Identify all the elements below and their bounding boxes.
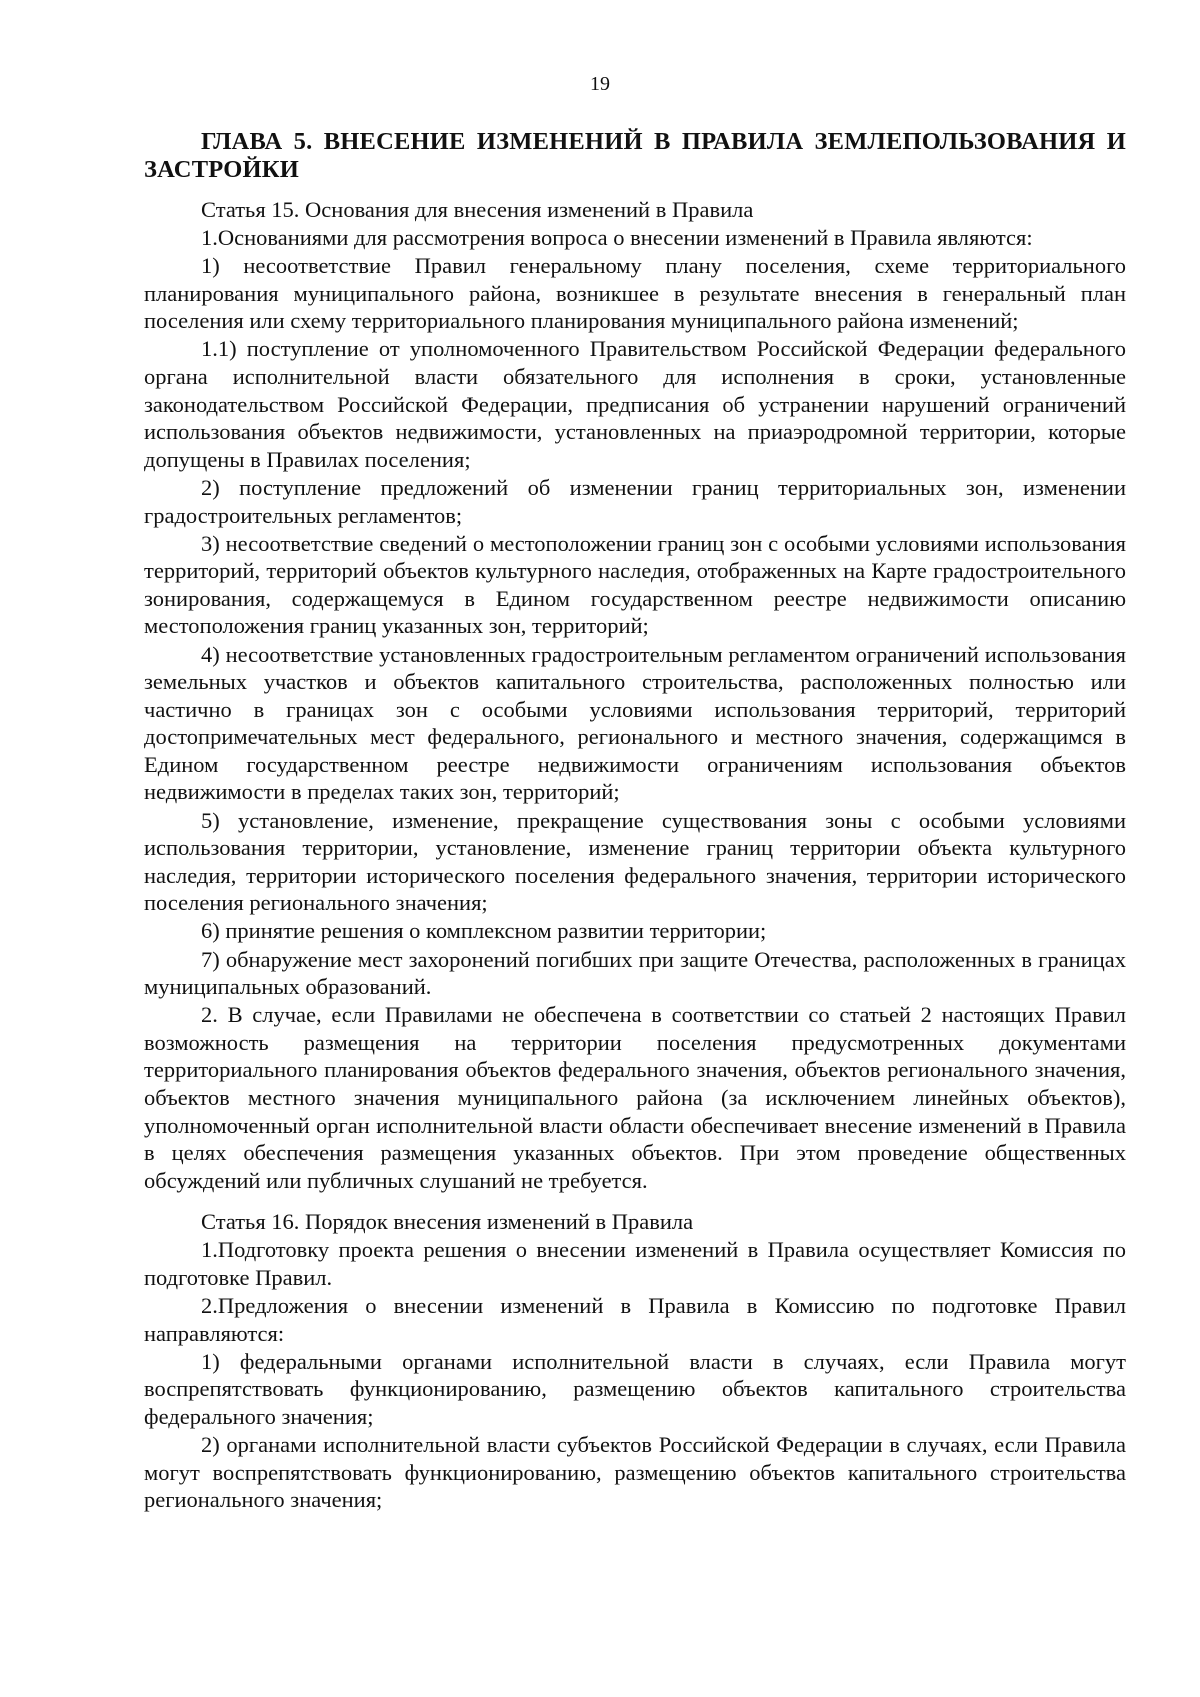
article-16-heading: Статья 16. Порядок внесения изменений в Правила [201, 1209, 694, 1235]
article-16-paragraph: 2) органами исполнительной власти субъектов Российской Федерации в случаях, если Правила могут воспрепятствовать функционированию, размещению объектов капитального строительства регионального значения; [144, 1432, 1126, 1513]
article-15-paragraph: 1.1) поступление от уполномоченного Правительством Российской Федерации федерального органа исполнительной власти обязательного для исполнения в сроки, установленные законодательством Российской Федерации, предписания об устранении нарушений ограничений использования объектов недвижимости, установленных на приаэродромной территории, которые допущены в Правилах поселения; [144, 336, 1126, 472]
article-16-paragraph: 1) федеральными органами исполнительной власти в случаях, если Правила могут воспрепятствовать функционированию, размещению объектов капитального строительства федерального значения; [144, 1348, 1126, 1430]
article-16 [144, 1208, 1126, 1514]
article-15-paragraph: 3) несоответствие сведений о местоположении границ зон с особыми условиями использования территорий, территорий объектов культурного наследия, отображенных на Карте градостроительного зонирования, содержащемуся в Едином государственном реестре недвижимости описанию местоположения границ указанных зон, территорий; [144, 530, 1126, 639]
article-16-paragraph: 2.Предложения о внесении изменений в Правила в Комиссию по подготовке Правил направляются: [144, 1293, 1126, 1346]
article-15-paragraph: 4) несоответствие установленных градостроительным регламентом ограничений использования земельных участков и объектов капитального строительства, расположенных полностью или частично в границах зон с особыми условиями использования территорий, территорий достопримечательных мест федерального, регионального и местного значения, содержащимся в Едином государственном реестре недвижимости ограничениям использования объектов недвижимости в пределах таких зон, территорий; [144, 641, 1126, 805]
article-15-paragraph: 2. В случае, если Правилами не обеспечена в соответствии со статьей 2 настоящих Правил возможность размещения на территории поселения предусмотренных документами территориального планирования объектов федерального значения, объектов регионального значения, объектов местного значения муниципального района (за исключением линейных объектов), уполномоченный орган исполнительной власти области обеспечивает внесение изменений в Правила в целях обеспечения размещения указанных объектов. При этом проведение общественных обсуждений или публичных слушаний не требуется. [144, 1002, 1126, 1193]
chapter-title: ГЛАВА 5. ВНЕСЕНИЕ ИЗМЕНЕНИЙ В ПРАВИЛА ЗЕМЛЕПОЛЬЗОВАНИЯ И ЗАСТРОЙКИ [144, 128, 1126, 183]
article-15-paragraph: 7) обнаружение мест захоронений погибших при защите Отечества, расположенных в границах муниципальных образований. [144, 946, 1126, 1000]
article-15-heading: Статья 15. Основания для внесения изменений в Правила [201, 197, 754, 222]
article-15 [144, 196, 1126, 1194]
article-15-paragraph: 1.Основаниями для рассмотрения вопроса о внесении изменений в Правила являются: [201, 225, 1033, 251]
article-15-paragraph: 2) поступление предложений об изменении границ территориальных зон, изменении градостроительных регламентов; [144, 474, 1126, 528]
article-15-paragraph: 1) несоответствие Правил генеральному плану поселения, схеме территориального планирования муниципального района, возникшее в результате внесения в генеральный план поселения или схему территориального планирования муниципального района изменений; [144, 253, 1126, 334]
article-15-paragraph: 6) принятие решения о комплексном развитии территории; [201, 918, 767, 944]
document-body [144, 128, 1126, 1514]
article-16-paragraph: 1.Подготовку проекта решения о внесении изменений в Правила осуществляет Комиссия по подготовке Правил. [144, 1237, 1126, 1291]
page-number: 19 [590, 73, 610, 95]
article-15-paragraph: 5) установление, изменение, прекращение существования зоны с особыми условиями использования территории, установление, изменение границ территории объекта культурного наследия, территории исторического поселения федерального значения, территории исторического поселения регионального значения; [144, 807, 1126, 916]
